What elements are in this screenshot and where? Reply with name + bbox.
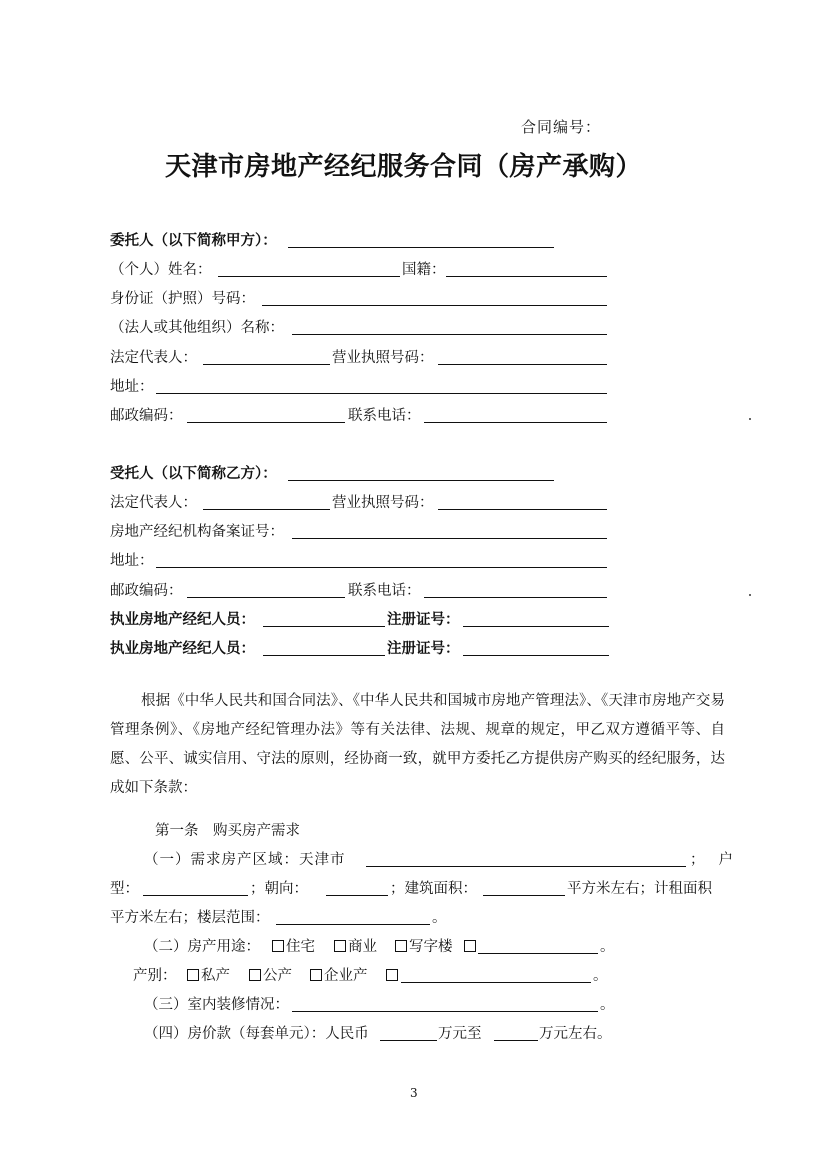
checkbox-icon: [310, 969, 322, 981]
build-area-approx: 平方米左右；计租面积: [567, 881, 712, 897]
price-min-field[interactable]: [380, 1040, 437, 1041]
party-b-license-field[interactable]: [438, 509, 607, 510]
reg-2-field[interactable]: [463, 655, 609, 656]
checkbox-icon: [187, 969, 199, 981]
party-b-postcode-label: 邮政编码：: [110, 583, 183, 599]
price-tail-label: 万元左右。: [539, 1026, 612, 1042]
party-a-postcode-field[interactable]: [187, 422, 345, 423]
preamble-paragraph: 根据《中华人民共和国合同法》、《中华人民共和国城市房地产管理法》、《天津市房地产交易管理条例》、《房地产经纪管理办法》等有关法律、法规、规章的规定，甲乙双方遵循平等、自愿、公平、诚实信用、守法的原则，经协商一致，就甲方委托乙方提供房产购买的经纪服务，达成如下条款：: [110, 693, 725, 796]
party-b-phone-field[interactable]: [424, 597, 607, 598]
owner-option-public[interactable]: 公产: [249, 967, 292, 985]
nationality-label: 国籍：: [402, 262, 446, 278]
id-number-field[interactable]: [262, 305, 607, 306]
area-label: （一）需求房产区域：天津市: [144, 852, 346, 868]
floor-range-period: 。: [432, 910, 447, 926]
party-a-address-field[interactable]: [156, 393, 607, 394]
agent-2-label: 执业房地产经纪人员：: [110, 640, 255, 657]
type-field[interactable]: [143, 895, 248, 896]
reg-1-field[interactable]: [463, 626, 609, 627]
build-area-label: ；建筑面积：: [390, 881, 477, 897]
decoration-field[interactable]: [292, 1011, 598, 1012]
use-option-commercial[interactable]: 商业: [334, 938, 377, 956]
party-b-postcode-field[interactable]: [187, 597, 345, 598]
ownership-label: 产别：: [133, 968, 177, 984]
agent-2-field[interactable]: [263, 655, 385, 656]
filing-number-label: 房地产经纪机构备案证号：: [110, 524, 284, 540]
use-label: （二）房产用途：: [144, 939, 260, 955]
decoration-period: 。: [600, 997, 615, 1013]
use-other-field[interactable]: [478, 953, 598, 954]
party-b-heading: 受托人（以下简称乙方）：: [110, 465, 277, 482]
party-a-license-label: 营业执照号码：: [332, 350, 434, 366]
floor-range-field[interactable]: [276, 924, 430, 925]
nationality-field[interactable]: [446, 276, 607, 277]
use-period: 。: [600, 939, 615, 955]
org-name-label: （法人或其他组织）名称：: [110, 320, 284, 336]
price-max-field[interactable]: [494, 1040, 538, 1041]
page-number: 3: [410, 1086, 418, 1100]
area-field[interactable]: [366, 866, 686, 867]
party-a-license-field[interactable]: [438, 364, 607, 365]
owner-other-field[interactable]: [401, 982, 591, 983]
owner-option-enterprise[interactable]: 企业产: [310, 967, 368, 985]
price-label: （四）房价款（每套单元）：人民币: [144, 1026, 369, 1042]
orientation-label: ；朝向：: [250, 881, 308, 897]
reg-1-label: 注册证号：: [387, 611, 460, 628]
build-area-field[interactable]: [483, 895, 565, 896]
price-mid-label: 万元至: [438, 1026, 482, 1042]
type-label: 型：: [110, 881, 139, 897]
orientation-field[interactable]: [326, 895, 388, 896]
org-name-field[interactable]: [292, 334, 607, 335]
party-b-license-label: 营业执照号码：: [332, 495, 434, 511]
owner-period: 。: [593, 968, 608, 984]
checkbox-icon: [464, 940, 476, 952]
party-a-heading: 委托人（以下简称甲方）：: [110, 232, 277, 249]
id-number-label: 身份证（护照）号码：: [110, 291, 255, 307]
owner-option-other[interactable]: [386, 967, 400, 985]
use-option-other[interactable]: [464, 938, 478, 956]
checkbox-icon: [249, 969, 261, 981]
agent-1-label: 执业房地产经纪人员：: [110, 611, 255, 628]
checkbox-icon: [272, 940, 284, 952]
party-a-rep-field[interactable]: [203, 364, 330, 365]
party-a-phone-field[interactable]: [424, 422, 607, 423]
party-b-name-field[interactable]: [288, 480, 554, 481]
owner-option-private[interactable]: 私产: [187, 967, 230, 985]
scan-mark: [749, 418, 751, 420]
party-b-rep-label: 法定代表人：: [110, 495, 197, 511]
person-name-label: （个人）姓名：: [110, 262, 212, 278]
article-1-heading: 第一条 购买房产需求: [155, 823, 300, 839]
scan-mark: [749, 594, 751, 596]
party-a-address-label: 地址：: [110, 379, 154, 395]
party-a-name-field[interactable]: [288, 247, 554, 248]
party-b-rep-field[interactable]: [203, 509, 330, 510]
rent-area-approx: 平方米左右；楼层范围：: [110, 910, 270, 926]
contract-number-label: 合同编号：: [521, 118, 602, 136]
checkbox-icon: [395, 940, 407, 952]
use-option-office[interactable]: 写字楼: [395, 938, 453, 956]
use-option-residential[interactable]: 住宅: [272, 938, 315, 956]
party-b-address-field[interactable]: [156, 567, 607, 568]
person-name-field[interactable]: [218, 276, 400, 277]
party-a-rep-label: 法定代表人：: [110, 350, 197, 366]
checkbox-icon: [334, 940, 346, 952]
decoration-label: （三）室内装修情况：: [144, 997, 289, 1013]
document-title: 天津市房地产经纪服务合同（房产承购）: [165, 152, 643, 182]
checkbox-icon: [386, 969, 398, 981]
reg-2-label: 注册证号：: [387, 640, 460, 657]
party-b-phone-label: 联系电话：: [348, 583, 421, 599]
party-a-postcode-label: 邮政编码：: [110, 408, 183, 424]
agent-1-field[interactable]: [263, 626, 385, 627]
area-tail: ；户: [690, 852, 747, 868]
filing-number-field[interactable]: [292, 538, 607, 539]
party-b-address-label: 地址：: [110, 553, 154, 569]
party-a-phone-label: 联系电话：: [348, 408, 421, 424]
